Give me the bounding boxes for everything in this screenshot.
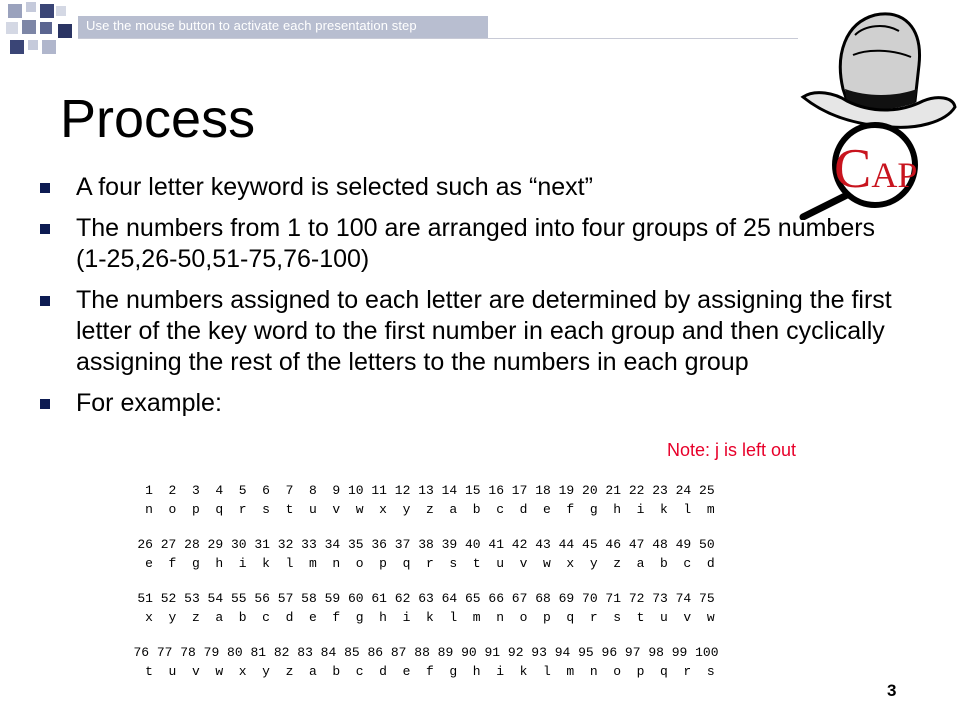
number-group [0, 589, 960, 643]
numbers-row: 1 2 3 4 5 6 7 8 9 10 11 12 13 14 15 16 17 18 19 20 21 22 23 24 25 [137, 483, 715, 498]
bullet-item [40, 388, 910, 419]
header-rule [78, 38, 798, 39]
bullet-text: A four letter keyword is selected such as “next” [76, 173, 593, 201]
bullet-text: For example: [76, 389, 222, 417]
bullet-square-icon [40, 183, 50, 193]
bullet-text: The numbers assigned to each letter are determined by assigning the first letter of the key word to the first number in each group and then cyclically assigning the rest of the letters to the numbers in each group [76, 286, 892, 376]
letters-row: t u v w x y z a b c d e f g h i k l m n o p q r s [137, 664, 715, 679]
bullet-item [40, 285, 910, 378]
number-group [0, 535, 960, 589]
bullet-list [40, 172, 910, 429]
letters-row: e f g h i k l m n o p q r s t u v w x y z a b c d [137, 556, 715, 571]
number-group [0, 481, 960, 535]
cap-letters-ap: AP [871, 155, 918, 195]
page-number: 3 [887, 681, 897, 700]
keyword-mapping-table [0, 481, 960, 697]
bullet-square-icon [40, 399, 50, 409]
bullet-square-icon [40, 224, 50, 234]
numbers-row: 76 77 78 79 80 81 82 83 84 85 86 87 88 89 90 91 92 93 94 95 96 97 98 99 100 [133, 645, 719, 660]
cap-logo [795, 5, 960, 220]
number-group [0, 643, 960, 697]
bullet-item [40, 172, 910, 203]
bullet-text: The numbers from 1 to 100 are arranged into four groups of 25 numbers (1-25,26-50,51-75,76-100) [76, 214, 876, 273]
bullet-square-icon [40, 296, 50, 306]
cap-wordmark [834, 137, 917, 201]
numbers-row: 51 52 53 54 55 56 57 58 59 60 61 62 63 64 65 66 67 68 69 70 71 72 73 74 75 [137, 591, 715, 606]
note-text: Note: j is left out [667, 440, 797, 460]
presentation-hint-text: Use the mouse button to activate each presentation step [86, 18, 417, 33]
letters-row: x y z a b c d e f g h i k l m n o p q r s t u v w [137, 610, 715, 625]
corner-decoration [0, 0, 80, 60]
letters-row: n o p q r s t u v w x y z a b c d e f g h i k l m [137, 502, 715, 517]
presentation-hint-bar [78, 16, 798, 40]
slide-title: Process [60, 89, 256, 149]
numbers-row: 26 27 28 29 30 31 32 33 34 35 36 37 38 39 40 41 42 43 44 45 46 47 48 49 50 [137, 537, 715, 552]
bullet-item [40, 213, 910, 275]
cap-letter-c: C [834, 138, 872, 200]
